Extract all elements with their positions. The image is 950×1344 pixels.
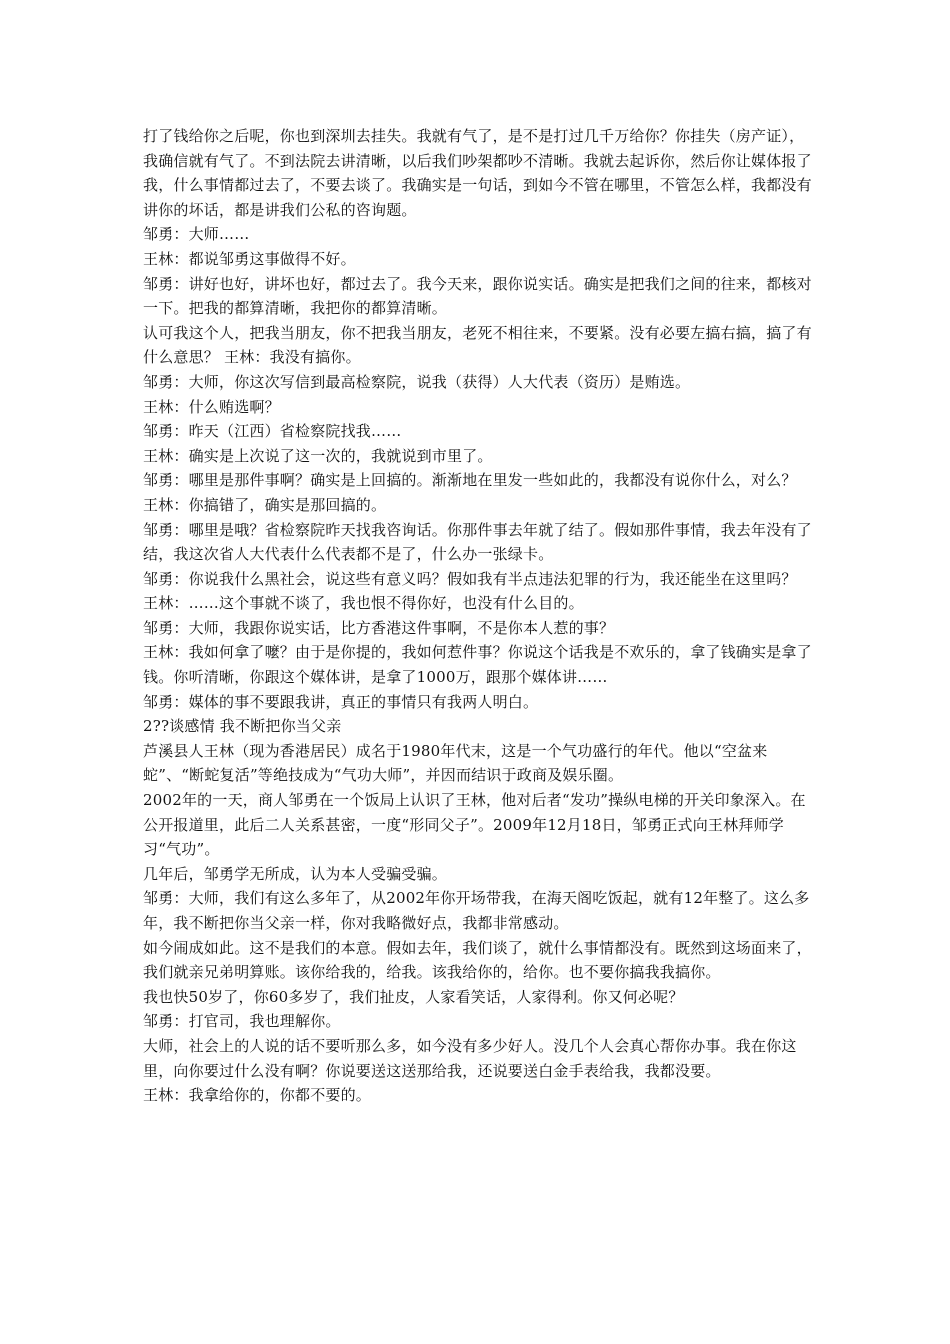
document-body <box>143 124 819 1108</box>
paragraph: 邹勇：哪里是哦？省检察院昨天找我咨询话。你那件事去年就了结了。假如那件事情，我去年没有了结，我这次省人大代表什么代表都不是了，什么办一张绿卡。 <box>143 520 812 564</box>
paragraph: 王林：……这个事就不谈了，我也恨不得你好，也没有什么目的。 <box>143 594 584 613</box>
paragraph: 邹勇：大师，我跟你说实话，比方香港这件事啊，不是你本人惹的事？ <box>143 618 615 637</box>
paragraph: 2002年的一天，商人邹勇在一个饭局上认识了王林，他对后者“发功”操纵电梯的开关印象深入。在公开报道里，此后二人关系甚密，一度“形同父子”。2009年12月18日，邹勇正式向王林拜师学习“气功”。 <box>143 791 806 859</box>
paragraph: 我也快50岁了，你60多岁了，我们扯皮，人家看笑话，人家得利。你又何必呢？ <box>143 987 684 1006</box>
paragraph: 邹勇：哪里是那件事啊？确实是上回搞的。渐渐地在里发一些如此的，我都没有说你什么，对么？ <box>143 471 797 490</box>
paragraph: 大师，社会上的人说的话不要听那么多，如今没有多少好人。没几个人会真心帮你办事。我在你这里，向你要过什么没有啊？你说要送这送那给我，还说要送白金手表给我，我都没要。 <box>143 1036 797 1080</box>
paragraph: 邹勇：打官司，我也理解你。 <box>143 1012 341 1031</box>
paragraph: 邹勇：讲好也好，讲坏也好，都过去了。我今天来，跟你说实话。确实是把我们之间的往来，都核对一下。把我的都算清晰，我把你的都算清晰。 <box>143 274 812 318</box>
paragraph: 邹勇：昨天（江西）省检察院找我…… <box>143 422 402 441</box>
paragraph: 认可我这个人，把我当朋友，你不把我当朋友，老死不相往来，不要紧。没有必要左搞右搞，搞了有什么意思？ 王林：我没有搞你。 <box>143 323 812 367</box>
paragraph: 几年后，邹勇学无所成，认为本人受骗受骗。 <box>143 864 448 883</box>
paragraph: 邹勇：大师…… <box>143 225 250 244</box>
paragraph: 邹勇：媒体的事不要跟我讲，真正的事情只有我两人明白。 <box>143 692 539 711</box>
paragraph: 打了钱给你之后呢，你也到深圳去挂失。我就有气了，是不是打过几千万给你？你挂失（房产证），我确信就有气了。不到法院去讲清晰，以后我们吵架都吵不清晰。我就去起诉你，然后你让媒体报了我，什么事情都过去了，不要去谈了。我确实是一句话，到如今不管在哪里，不管怎么样，我都没有讲你的坏话，都是讲我们公私的咨询题。 <box>143 127 812 219</box>
paragraph: 邹勇：你说我什么黑社会，说这些有意义吗？假如我有半点违法犯罪的行为，我还能坐在这里吗？ <box>143 569 797 588</box>
paragraph: 王林：都说邹勇这事做得不好。 <box>143 249 356 268</box>
paragraph: 王林：确实是上次说了这一次的，我就说到市里了。 <box>143 446 493 465</box>
paragraph: 王林：什么贿选啊？ <box>143 397 280 416</box>
paragraph: 王林：你搞错了，确实是那回搞的。 <box>143 495 387 514</box>
paragraph: 邹勇：大师，你这次写信到最高检察院，说我（获得）人大代表（资历）是贿选。 <box>143 372 691 391</box>
paragraph: 王林：我如何拿了嚒？由于是你提的，我如何惹件事？你说这个话我是不欢乐的，拿了钱确实是拿了钱。你听清晰，你跟这个媒体讲，是拿了1000万，跟那个媒体讲…… <box>143 643 812 687</box>
paragraph: 如今闹成如此。这不是我们的本意。假如去年，我们谈了，就什么事情都没有。既然到这场面来了，我们就亲兄弟明算账。该你给我的，给我。该我给你的，给你。也不要你搞我我搞你。 <box>143 938 812 982</box>
paragraph: 芦溪县人王林（现为香港居民）成名于1980年代末，这是一个气功盛行的年代。他以“空盆来蛇”、“断蛇复活”等绝技成为“气功大师”，并因而结识于政商及娱乐圈。 <box>143 741 768 785</box>
paragraph: 邹勇：大师，我们有这么多年了，从2002年你开场带我，在海天阁吃饭起，就有12年整了。这么多年，我不断把你当父亲一样，你对我略微好点，我都非常感动。 <box>143 889 810 932</box>
paragraph: 王林：我拿给你的，你都不要的。 <box>143 1086 372 1105</box>
section-heading: 2??谈感情 我不断把你当父亲 <box>143 717 342 736</box>
